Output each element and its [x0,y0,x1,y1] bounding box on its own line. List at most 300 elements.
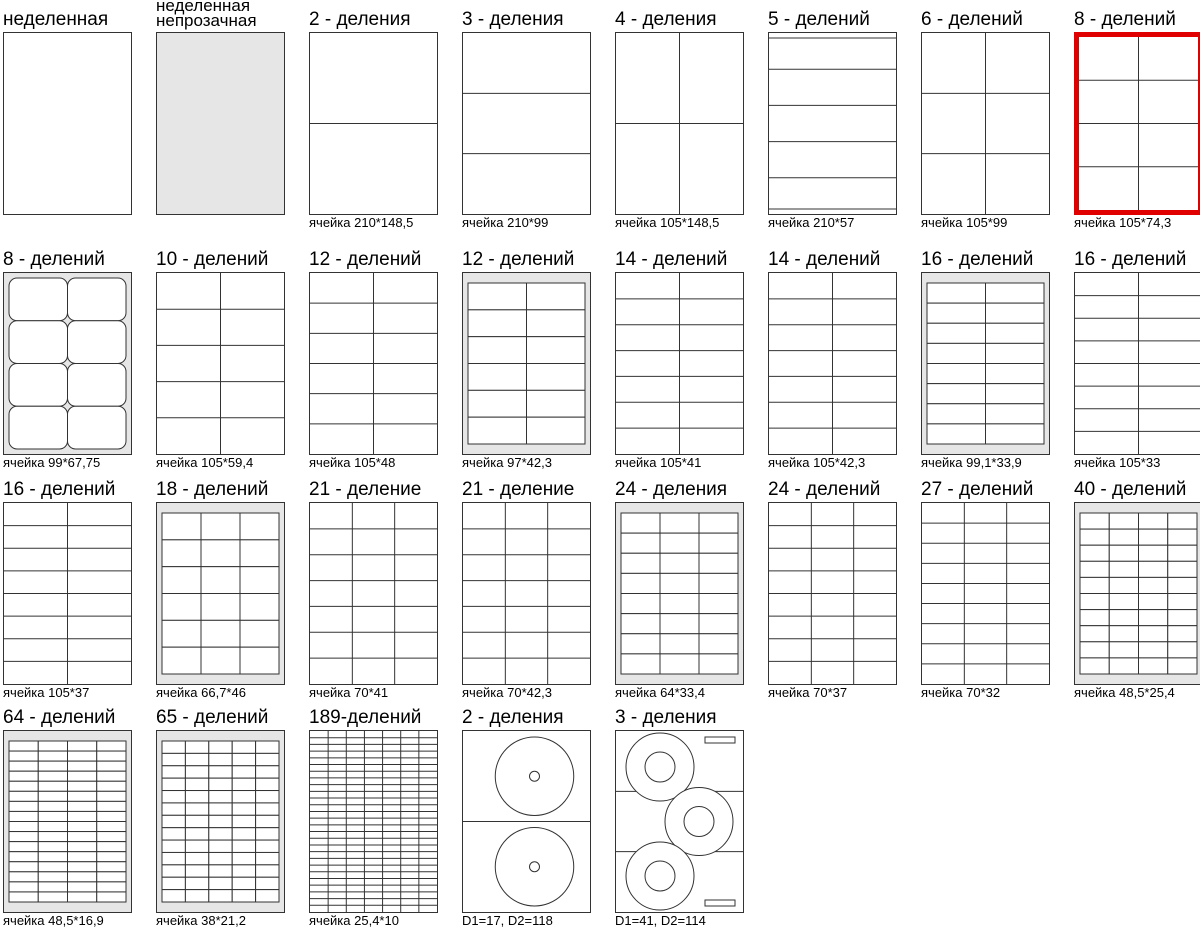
label-cell [927,303,986,323]
label-cell [1109,610,1138,626]
cell-size-caption: ячейка 48,5*25,4 [1074,685,1175,700]
label-cell [621,654,660,674]
label-cell [468,417,527,444]
sheet-title: 2 - деления [462,707,564,728]
sheet-preview[interactable] [768,32,897,215]
label-cell [621,594,660,614]
label-cell [1080,545,1109,561]
cell-size-caption: ячейка 210*57 [768,215,855,230]
label-cell [209,828,232,840]
label-cell [9,761,38,771]
label-cell [468,390,527,417]
label-cell [927,283,986,303]
sheet-preview[interactable] [309,32,438,215]
label-cell [201,620,240,647]
sheet-layout [310,33,437,214]
sheet-card[interactable] [3,0,133,225]
sheet-preview[interactable] [156,32,285,215]
label-cell [256,791,279,803]
label-cell [9,832,38,842]
sheet-title: 64 - делений [3,707,116,728]
label-cell [185,815,208,827]
label-cell [699,634,738,654]
label-cell [9,872,38,882]
label-cell [1080,561,1109,577]
label-cell [97,761,126,771]
sheet-preview[interactable] [309,272,438,455]
sheet-card[interactable] [768,470,898,700]
label-cell [527,283,586,310]
label-cell [68,822,97,832]
label-cell [1109,561,1138,577]
sheet-layout [4,273,131,454]
sheet-title: 10 - делений [156,249,269,270]
label-cell [256,890,279,902]
sheet-preview[interactable] [1074,502,1200,685]
sheet-preview[interactable] [615,502,744,685]
label-cell [185,852,208,864]
label-cell [1080,594,1109,610]
label-cell [986,283,1045,303]
cell-size-caption: ячейка 105*42,3 [768,455,866,470]
label-cell [1109,529,1138,545]
label-cell [986,364,1045,384]
sheet-card[interactable] [3,240,133,470]
label-cell [527,310,586,337]
cell-size-caption: ячейка 66,7*46 [156,685,246,700]
label-cell [162,766,185,778]
label-cell [256,865,279,877]
label-cell [9,801,38,811]
label-cell [240,540,279,567]
label-cell [209,741,232,753]
label-cell [9,321,68,364]
label-cell [38,832,67,842]
sheet-preview[interactable] [462,502,591,685]
label-cell [232,753,255,765]
label-cell [986,384,1045,404]
label-cell [97,791,126,801]
sheet-title: 14 - делений [615,249,728,270]
label-cell [162,803,185,815]
label-cell [185,766,208,778]
label-cell [209,877,232,889]
sheet-preview[interactable] [1074,272,1200,455]
label-cell [468,337,527,364]
label-cell [68,741,97,751]
label-cell [162,594,201,621]
label-cell [68,321,127,364]
label-cell [1080,610,1109,626]
label-cell [1109,545,1138,561]
label-cell [38,781,67,791]
sheet-layout [1079,37,1198,210]
label-cell [185,828,208,840]
cell-size-caption: ячейка 105*48 [309,455,396,470]
sheet-title: 40 - делений [1074,479,1187,500]
sheet-title: 8 - делений [3,249,105,270]
label-cell [1139,545,1168,561]
label-cell [97,832,126,842]
label-cell [185,741,208,753]
label-cell [705,900,735,906]
label-cell [621,573,660,593]
cell-size-caption: ячейка 105*74,3 [1074,215,1172,230]
label-cell [256,766,279,778]
label-cell [1109,658,1138,674]
label-cell [1139,642,1168,658]
sheet-title: 24 - деления [615,479,728,500]
sheet-layout [769,503,896,684]
label-cell [68,852,97,862]
label-cell [68,751,97,761]
sheet-preview[interactable] [921,502,1050,685]
label-cell [1080,577,1109,593]
label-cell [1080,626,1109,642]
sheet-card[interactable] [309,698,439,928]
label-cell [1139,513,1168,529]
cell-size-caption: ячейка 99*67,75 [3,455,101,470]
label-cell [256,741,279,753]
label-cell [9,751,38,761]
sheet-preview[interactable] [615,32,744,215]
label-cell [240,647,279,674]
label-cell [9,892,38,902]
label-cell [97,781,126,791]
label-cell [986,343,1045,363]
cd-circle [645,752,675,782]
sheet-preview[interactable] [615,272,744,455]
sheet-layout [922,33,1049,214]
sheet-preview[interactable] [3,730,132,913]
label-cell [1109,513,1138,529]
sheet-layout [616,273,743,454]
sheet-layout [1075,273,1200,454]
sheet-title: 6 - делений [921,9,1023,30]
label-cell [209,753,232,765]
cell-size-caption: D1=41, D2=114 [615,913,706,928]
sheet-layout [157,33,284,214]
label-cell [9,364,68,407]
sheet-card[interactable] [615,470,745,700]
label-cell [1168,513,1197,529]
label-cell [185,890,208,902]
label-cell [1168,561,1197,577]
label-cell [162,840,185,852]
label-cell [1168,545,1197,561]
label-cell [162,890,185,902]
label-cell [162,865,185,877]
label-cell [256,803,279,815]
label-cell [621,614,660,634]
label-cell [660,634,699,654]
sheet-preview[interactable] [1074,32,1200,215]
label-cell [1080,529,1109,545]
sheet-layout [157,503,284,684]
sheet-card[interactable] [156,470,286,700]
label-cell [38,892,67,902]
label-cell [68,811,97,821]
sheet-layout [616,503,743,684]
sheet-preview[interactable] [3,502,132,685]
label-cell [1139,594,1168,610]
label-cell [201,540,240,567]
sheet-preview[interactable] [462,272,591,455]
label-cell [927,424,986,444]
sheet-title: 12 - делений [462,249,575,270]
label-cell [38,842,67,852]
cell-size-caption: D1=17, D2=118 [462,913,553,928]
label-cell [38,882,67,892]
label-cell [162,567,201,594]
sheet-layout [310,503,437,684]
label-cell [256,778,279,790]
label-cell [660,513,699,533]
label-cell [527,364,586,391]
sheet-card[interactable] [462,470,592,700]
sheet-preview[interactable] [156,730,285,913]
sheet-layout [463,273,590,454]
sheet-title: 12 - делений [309,249,422,270]
sheet-card[interactable] [309,240,439,470]
label-cell [1109,642,1138,658]
cell-size-caption: ячейка 99,1*33,9 [921,455,1022,470]
label-cell [699,533,738,553]
label-cell [97,852,126,862]
label-cell [209,865,232,877]
sheet-card[interactable] [156,698,286,928]
cd-circle [530,771,540,781]
sheet-card[interactable] [615,0,745,230]
sheet-card[interactable] [768,0,898,230]
label-cell [38,852,67,862]
label-cell [256,840,279,852]
label-cell [232,803,255,815]
sheet-layout [463,731,590,912]
sheet-title: 8 - делений [1074,9,1176,30]
label-cell [232,828,255,840]
label-cell [97,801,126,811]
label-cell [986,323,1045,343]
label-cell [97,771,126,781]
label-cell [660,614,699,634]
label-cell [1109,626,1138,642]
label-cell [1168,594,1197,610]
label-cell [256,828,279,840]
label-cell [209,766,232,778]
label-cell [927,404,986,424]
label-cell [162,741,185,753]
label-cell [68,801,97,811]
label-cell [162,620,201,647]
label-cell [209,890,232,902]
label-cell [162,513,201,540]
label-cell [38,741,67,751]
label-cell [97,882,126,892]
sheet-card[interactable] [1074,0,1200,230]
label-cell [232,815,255,827]
label-cell [256,877,279,889]
sheet-layout [616,731,743,912]
label-cell [232,741,255,753]
label-cell [527,390,586,417]
label-cell [240,513,279,540]
sheet-title: 14 - делений [768,249,881,270]
label-cell [68,882,97,892]
sheet-title: 16 - делений [1074,249,1187,270]
label-cell [660,533,699,553]
label-cell [38,751,67,761]
sheet-preview[interactable] [309,730,438,913]
sheet-card[interactable] [615,240,745,470]
label-cell [256,852,279,864]
sheet-preview[interactable] [462,32,591,215]
sheet-card[interactable] [921,0,1051,230]
label-cell [256,815,279,827]
cell-size-caption: ячейка 38*21,2 [156,913,246,928]
label-cell [185,791,208,803]
label-cell [185,753,208,765]
label-cell [9,811,38,821]
label-cell [927,364,986,384]
label-cell [38,771,67,781]
label-cell [209,778,232,790]
sheet-preview[interactable] [462,730,591,913]
label-cell [38,862,67,872]
label-cell [660,553,699,573]
cell-size-caption: ячейка 70*42,3 [462,685,552,700]
sheet-card[interactable] [156,0,286,225]
label-cell [927,384,986,404]
label-cell [9,406,68,449]
sheet-layout [463,33,590,214]
label-cell [97,822,126,832]
sheet-card[interactable] [3,698,133,928]
label-cell [209,852,232,864]
label-cell [68,406,127,449]
label-cell [68,771,97,781]
label-cell [97,892,126,902]
label-cell [232,766,255,778]
label-cell [9,882,38,892]
label-cell [97,872,126,882]
label-cell [185,803,208,815]
sheet-card[interactable] [462,240,592,470]
sheet-card[interactable] [921,240,1051,470]
sheet-preview[interactable] [3,32,132,215]
sheet-card[interactable] [309,470,439,700]
label-cell [38,822,67,832]
label-cell [38,872,67,882]
label-cell [705,737,735,743]
label-cell [201,513,240,540]
label-cell [232,877,255,889]
label-cell [1139,626,1168,642]
label-cell [201,594,240,621]
label-cell [209,840,232,852]
cell-size-caption: ячейка 210*148,5 [309,215,414,230]
sheet-title: 4 - деления [615,9,717,30]
sheet-preview[interactable] [309,502,438,685]
label-cell [240,620,279,647]
label-cell [68,832,97,842]
label-cell [1168,642,1197,658]
sheet-card[interactable] [156,240,286,470]
sheet-card[interactable] [309,0,439,230]
sheet-title: 21 - деление [462,479,575,500]
sheet-card[interactable] [462,698,592,928]
label-cell [38,761,67,771]
sheet-card[interactable] [615,698,745,928]
label-cell [97,842,126,852]
sheet-card[interactable] [921,470,1051,700]
cd-circle [684,807,714,837]
label-cell [68,842,97,852]
sheet-card[interactable] [1074,470,1200,700]
label-cell [162,791,185,803]
label-cell [1168,658,1197,674]
label-cell [9,741,38,751]
sheet-title: 3 - деления [462,9,564,30]
sheet-layout [463,503,590,684]
sheet-card[interactable] [3,470,133,700]
label-cell [201,567,240,594]
label-cell [68,364,127,407]
cell-size-caption: ячейка 105*148,5 [615,215,720,230]
sheet-preview[interactable] [3,272,132,455]
label-cell [209,791,232,803]
sheet-layout [4,503,131,684]
label-cell [97,741,126,751]
label-cell [97,751,126,761]
label-cell [38,791,67,801]
label-cell [527,417,586,444]
label-cell [660,573,699,593]
sheet-card[interactable] [462,0,592,230]
label-cell [1080,642,1109,658]
label-cell [68,892,97,902]
sheet-preview[interactable] [156,502,285,685]
label-cell [9,822,38,832]
cell-size-caption: ячейка 25,4*10 [309,913,399,928]
label-cell [9,771,38,781]
label-cell [9,781,38,791]
label-cell [240,567,279,594]
cell-size-caption: ячейка 105*33 [1074,455,1161,470]
label-cell [621,553,660,573]
label-cell [201,647,240,674]
sheet-layout [310,731,437,912]
label-cell [162,540,201,567]
sheet-title: 21 - деление [309,479,422,500]
sheet-title: 5 - делений [768,9,870,30]
label-cell [699,553,738,573]
label-cell [1109,577,1138,593]
sheet-preview[interactable] [921,32,1050,215]
label-cell [1168,610,1197,626]
sheet-preview[interactable] [768,272,897,455]
sheet-preview[interactable] [615,730,744,913]
sheet-preview[interactable] [768,502,897,685]
label-cell [185,865,208,877]
sheet-preview[interactable] [156,272,285,455]
label-cell [699,654,738,674]
sheet-title: 24 - делений [768,479,881,500]
sheet-card[interactable] [1074,240,1200,470]
sheet-preview[interactable] [921,272,1050,455]
label-cell [162,815,185,827]
sheet-card[interactable] [768,240,898,470]
